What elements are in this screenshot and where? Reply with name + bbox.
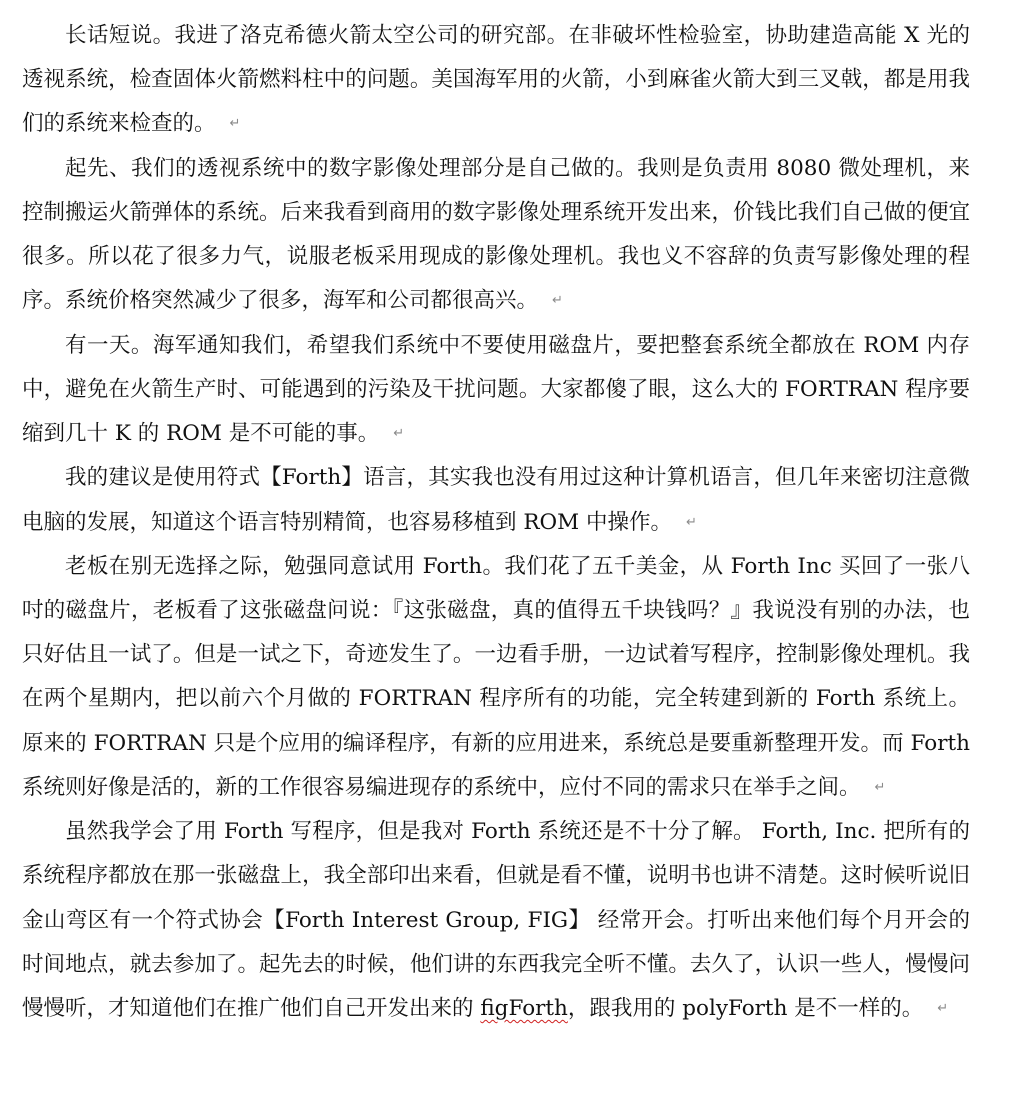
paragraph-2 — [22, 147, 970, 324]
paragraph-text: 老板在别无选择之际，勉强同意试用 Forth。我们花了五千美金，从 Forth Inc 买回了一张八吋的磁盘片，老板看了这张磁盘问说：『这张磁盘，真的值得五千块钱吗？』我说没有别的办法，也只好估且一试了。但是一试之下，奇迹发生了。一边看手册，一边试着写程序，控制影像处理机。我在两个星期内，把以前六个月做的 FORTRAN 程序所有的功能，完全转建到新的 Forth 系统上。原来的 FORTRAN 只是个应用的编译程序，有新的应用进来，系统总是要重新整理开发。而 Forth 系统则好像是活的，新的工作很容易编进现存的系统中，应付不同的需求只在举手之间。 — [22, 553, 970, 800]
paragraph-text: ，跟我用的 polyForth 是不一样的。 — [567, 996, 924, 1022]
paragraph-mark-icon: ↵ — [937, 1001, 949, 1017]
paragraph-4 — [22, 456, 970, 545]
paragraph-text: 有一天。海军通知我们，希望我们系统中不要使用磁盘片，要把整套系统全都放在 ROM 内存中，避免在火箭生产时、可能遇到的污染及干扰问题。大家都傻了眼，这么大的 FORTRAN 程序要缩到几十 K 的 ROM 是不可能的事。 — [22, 332, 970, 447]
paragraph-mark-icon: ↵ — [686, 514, 697, 530]
paragraph-6 — [22, 810, 970, 1031]
paragraph-5 — [22, 545, 970, 810]
paragraph-mark-icon: ↵ — [393, 426, 405, 442]
paragraph-text: 我的建议是使用符式【Forth】语言，其实我也没有用过这种计算机语言，但几年来密切注意微电脑的发展，知道这个语言特别精简，也容易移植到 ROM 中操作。 — [22, 465, 970, 535]
paragraph-3 — [22, 324, 970, 457]
paragraph-mark-icon: ↵ — [874, 779, 886, 795]
paragraph-1 — [22, 14, 970, 147]
spellcheck-flagged-word[interactable]: figForth — [480, 996, 568, 1022]
paragraph-mark-icon: ↵ — [229, 116, 241, 132]
paragraph-text: 虽然我学会了用 Forth 写程序，但是我对 Forth 系统还是不十分了解。 Forth, Inc. 把所有的系统程序都放在那一张磁盘上，我全部印出来看，但就是看不懂，说明书也讲不清楚。这时候听说旧金山弯区有一个符式协会【Forth Interest Group, FIG】 经常开会。打听出来他们每个月开会的时间地点，就去参加了。起先去的时候，他们讲的东西我完全听不懂。去久了，认识一些人，慢慢问慢慢听，才知道他们在推广他们自己开发出来的 — [22, 819, 970, 1022]
paragraph-text: 长话短说。我进了洛克希德火箭太空公司的研究部。在非破坏性检验室，协助建造高能 X 光的透视系统，检查固体火箭燃料柱中的问题。美国海军用的火箭，小到麻雀火箭大到三叉戟，都是用我们的系统来检查的。 — [22, 23, 970, 137]
paragraph-text: 起先、我们的透视系统中的数字影像处理部分是自己做的。我则是负责用 8080 微处理机，来控制搬运火箭弹体的系统。后来我看到商用的数字影像处理系统开发出来，价钱比我们自己做的便宜很多。所以花了很多力气，说服老板采用现成的影像处理机。我也义不容辞的负责写影像处理的程序。系统价格突然减少了很多，海军和公司都很高兴。 — [22, 155, 970, 314]
paragraph-mark-icon: ↵ — [552, 293, 563, 309]
